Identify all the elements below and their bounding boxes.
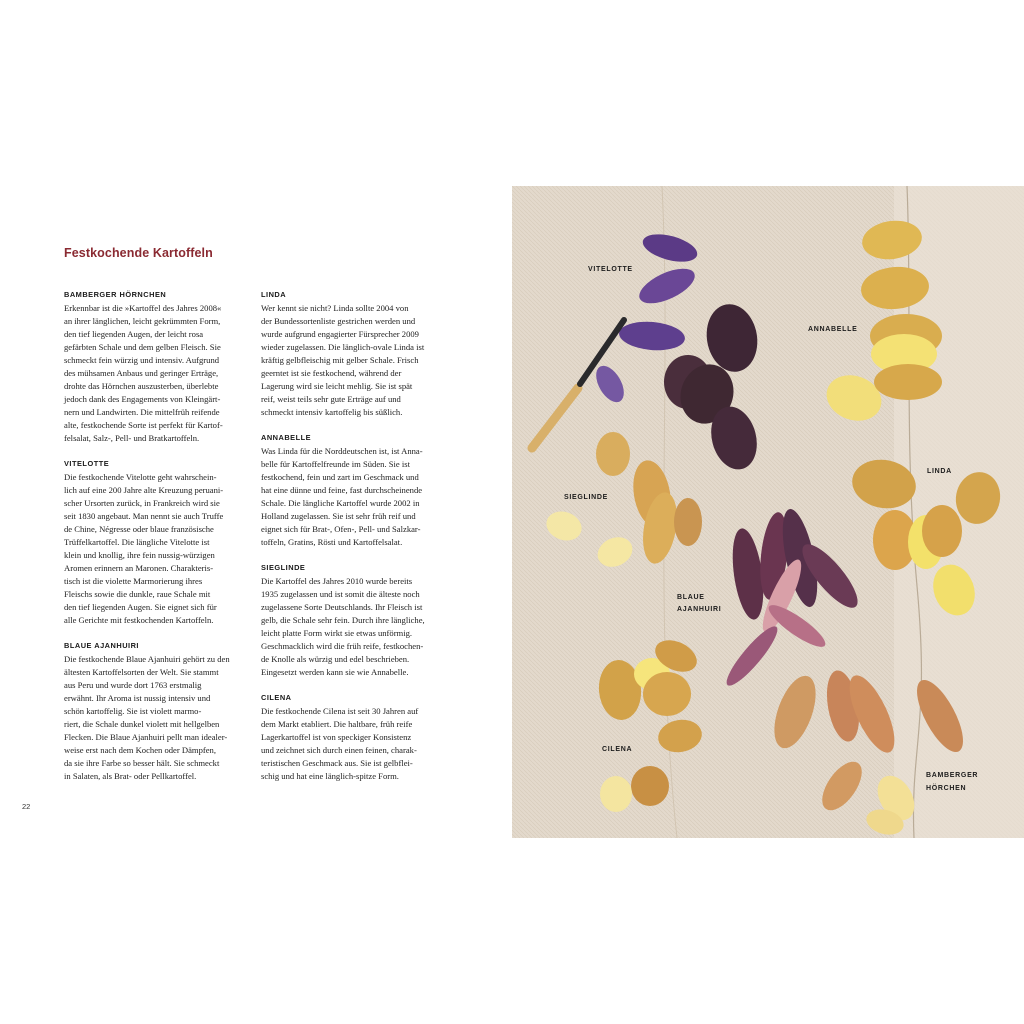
text-line: geerntet ist sie festkochend, während der: [261, 368, 402, 378]
text-line: der Bundessortenliste gestrichen werden und: [261, 316, 416, 326]
entry-vitelotte: [64, 457, 252, 627]
text-line: Was Linda für die Norddeutschen ist, ist Anna-: [261, 446, 423, 456]
entry-title: CILENA: [261, 693, 292, 702]
potato-illustration: [512, 186, 1024, 838]
label-annabelle: ANNABELLE: [808, 326, 858, 333]
text-column-left: [64, 288, 252, 795]
entry-title: BAMBERGER HÖRNCHEN: [64, 290, 167, 299]
text-line: nern und Landwirten. Die mittelfrüh reifende: [64, 407, 220, 417]
text-line: Aromen erinnern an Maronen. Charakteris-: [64, 563, 214, 573]
text-line: Wer kennt sie nicht? Linda sollte 2004 von: [261, 303, 409, 313]
entry-cilena: [261, 691, 449, 783]
text-line: Geschmacklich wird die früh reife, festkochen-: [261, 641, 424, 651]
text-line: ältesten Kartoffelsorten der Welt. Sie stammt: [64, 667, 219, 677]
text-line: de Knolle als würzig und edel beschrieben.: [261, 654, 410, 664]
text-line: riert, die Schale dunkel violett mit hellgelben: [64, 719, 220, 729]
text-line: den tief liegenden Augen, der leicht rosa: [64, 329, 204, 339]
text-line: schön kartoffelig. Sie ist violett marmo-: [64, 706, 202, 716]
label-bamberger: BAMBERGER: [926, 772, 979, 779]
label-sieglinde: SIEGLINDE: [564, 494, 609, 501]
entry-blaue-ajanhuiri: [64, 639, 252, 783]
text-line: leicht platte Form wirkt sie etwas unförmig.: [261, 628, 413, 638]
entry-linda: [261, 288, 449, 419]
text-line: wurde aufgrund engagierter Fürsprecher 2009: [261, 329, 419, 339]
entry-title: LINDA: [261, 290, 287, 299]
text-line: belle für Kartoffelfreunde im Süden. Sie ist: [261, 459, 410, 469]
label-cilena: CILENA: [602, 746, 633, 753]
text-line: Lagerkartoffel ist von speckiger Konsistenz: [261, 732, 412, 742]
entry-body: [64, 471, 252, 627]
page-number: 22: [22, 802, 31, 811]
text-line: schmeckt intensiv kartoffelig bis süßlich.: [261, 407, 403, 417]
text-line: alte, festkochende Sorte ist perfekt für Kartof-: [64, 420, 223, 430]
text-line: seit 1830 angebaut. Man nennt sie auch Truffe: [64, 511, 224, 521]
text-line: drohte das Hörnchen auszusterben, überlebte: [64, 381, 219, 391]
text-line: Lagerung wird sie leicht mehlig. Sie ist spät: [261, 381, 413, 391]
text-line: Trüffelkartoffel. Die längliche Vitelotte ist: [64, 537, 210, 547]
text-line: hat eine dünne und feine, fast durchscheinende: [261, 485, 423, 495]
text-line: felsalat, Salz-, Pell- und Bratkartoffeln.: [64, 433, 200, 443]
label-hoerchen: HÖRCHEN: [926, 785, 967, 792]
text-line: Die festkochende Vitelotte geht wahrschein-: [64, 472, 217, 482]
text-line: Die festkochende Cilena ist seit 30 Jahren auf: [261, 706, 419, 716]
entry-body: [261, 705, 449, 783]
text-line: Die Kartoffel des Jahres 2010 wurde bereits: [261, 576, 413, 586]
text-line: da sie ihre Farbe so besser hält. Sie schmeckt: [64, 758, 220, 768]
text-line: schmeckt fein würzig und intensiv. Aufgrund: [64, 355, 220, 365]
text-line: festkochend, fein und zart im Geschmack und: [261, 472, 419, 482]
entry-body: [261, 445, 449, 549]
entry-body: [64, 653, 252, 783]
text-line: weise erst nach dem Kochen oder Dämpfen,: [64, 745, 217, 755]
text-line: eignet sich für Brat-, Ofen-, Pell- und Salzkar-: [261, 524, 421, 534]
text-line: tisch ist die violette Marmorierung ihres: [64, 576, 203, 586]
entry-title: BLAUE AJANHUIRI: [64, 641, 139, 650]
text-line: Schale. Die längliche Kartoffel wurde 2002 in: [261, 498, 420, 508]
text-line: aus Peru und wurde dort 1763 erstmalig: [64, 680, 202, 690]
text-line: gelb, die Schale sehr fein. Durch ihre längliche,: [261, 615, 425, 625]
potato-photo: [512, 186, 1024, 838]
entry-title: VITELOTTE: [64, 459, 110, 468]
text-line: des mühsamen Anbaus und geringer Erträge,: [64, 368, 219, 378]
label-linda: LINDA: [927, 468, 952, 475]
text-line: zugelassene Sorte Deutschlands. Ihr Fleisch ist: [261, 602, 423, 612]
label-blaue: BLAUE: [677, 594, 705, 601]
label-vitelotte: VITELOTTE: [588, 266, 633, 273]
text-line: in Salaten, als Brat- oder Pellkartoffel.: [64, 771, 197, 781]
text-line: scher Ursorten zurück, in Frankreich wird sie: [64, 498, 220, 508]
entry-body: [64, 302, 252, 445]
text-line: toffeln, Gratins, Rösti und Kartoffelsalat.: [261, 537, 403, 547]
text-line: Eingesetzt werden kann sie wie Annabelle.: [261, 667, 409, 677]
text-line: Holland zugelassen. Sie ist sehr früh reif und: [261, 511, 416, 521]
text-line: Flecken. Die Blaue Ajanhuiri pellt man idealer-: [64, 732, 228, 742]
entry-body: [261, 302, 449, 419]
entry-annabelle: [261, 431, 449, 549]
text-column-right: [261, 288, 449, 795]
entry-bamberger-hoernchen: [64, 288, 252, 445]
text-line: 1935 zugelassen und ist somit die älteste noch: [261, 589, 420, 599]
text-line: lich auf eine 200 Jahre alte Kreuzung peruani-: [64, 485, 224, 495]
text-line: Fleischs sowie die dunkle, raue Schale mit: [64, 589, 211, 599]
entry-title: ANNABELLE: [261, 433, 312, 442]
text-line: erwähnt. Ihr Aroma ist nussig intensiv und: [64, 693, 211, 703]
entry-title: SIEGLINDE: [261, 563, 306, 572]
text-line: teristischen Geschmack aus. Sie ist gelbflei-: [261, 758, 413, 768]
entry-sieglinde: [261, 561, 449, 679]
text-line: reif, weist teils sehr gute Erträge auf und: [261, 394, 401, 404]
text-line: wieder zugelassen. Die länglich-ovale Linda ist: [261, 342, 425, 352]
text-line: de Chine, Négresse oder blaue französische: [64, 524, 214, 534]
text-line: jedoch dank des Engagements von Kleingärt-: [64, 394, 221, 404]
text-line: und zeichnet sich durch einen feinen, charak-: [261, 745, 417, 755]
text-line: schig und hat eine länglich-spitze Form.: [261, 771, 399, 781]
text-line: den tief liegenden Augen. Sie eignet sich für: [64, 602, 217, 612]
text-line: klein und knollig, ihre fein nussig-würzigen: [64, 550, 215, 560]
text-line: alle Gerichte mit festkochenden Kartoffeln.: [64, 615, 214, 625]
section-heading: Festkochende Kartoffeln: [64, 246, 213, 260]
text-line: Die festkochende Blaue Ajanhuiri gehört zu den: [64, 654, 230, 664]
entry-body: [261, 575, 449, 679]
text-line: gefärbten Schale und dem gelben Fleisch. Sie: [64, 342, 221, 352]
label-ajanhuiri: AJANHUIRI: [677, 606, 722, 613]
text-line: kräftig gelbfleischig mit gelber Schale. Frisch: [261, 355, 419, 365]
text-line: Erkennbar ist die »Kartoffel des Jahres 2008«: [64, 303, 222, 313]
text-line: dem Markt etabliert. Die haltbare, früh reife: [261, 719, 413, 729]
text-line: an ihrer länglichen, leicht gekrümmten Form,: [64, 316, 221, 326]
